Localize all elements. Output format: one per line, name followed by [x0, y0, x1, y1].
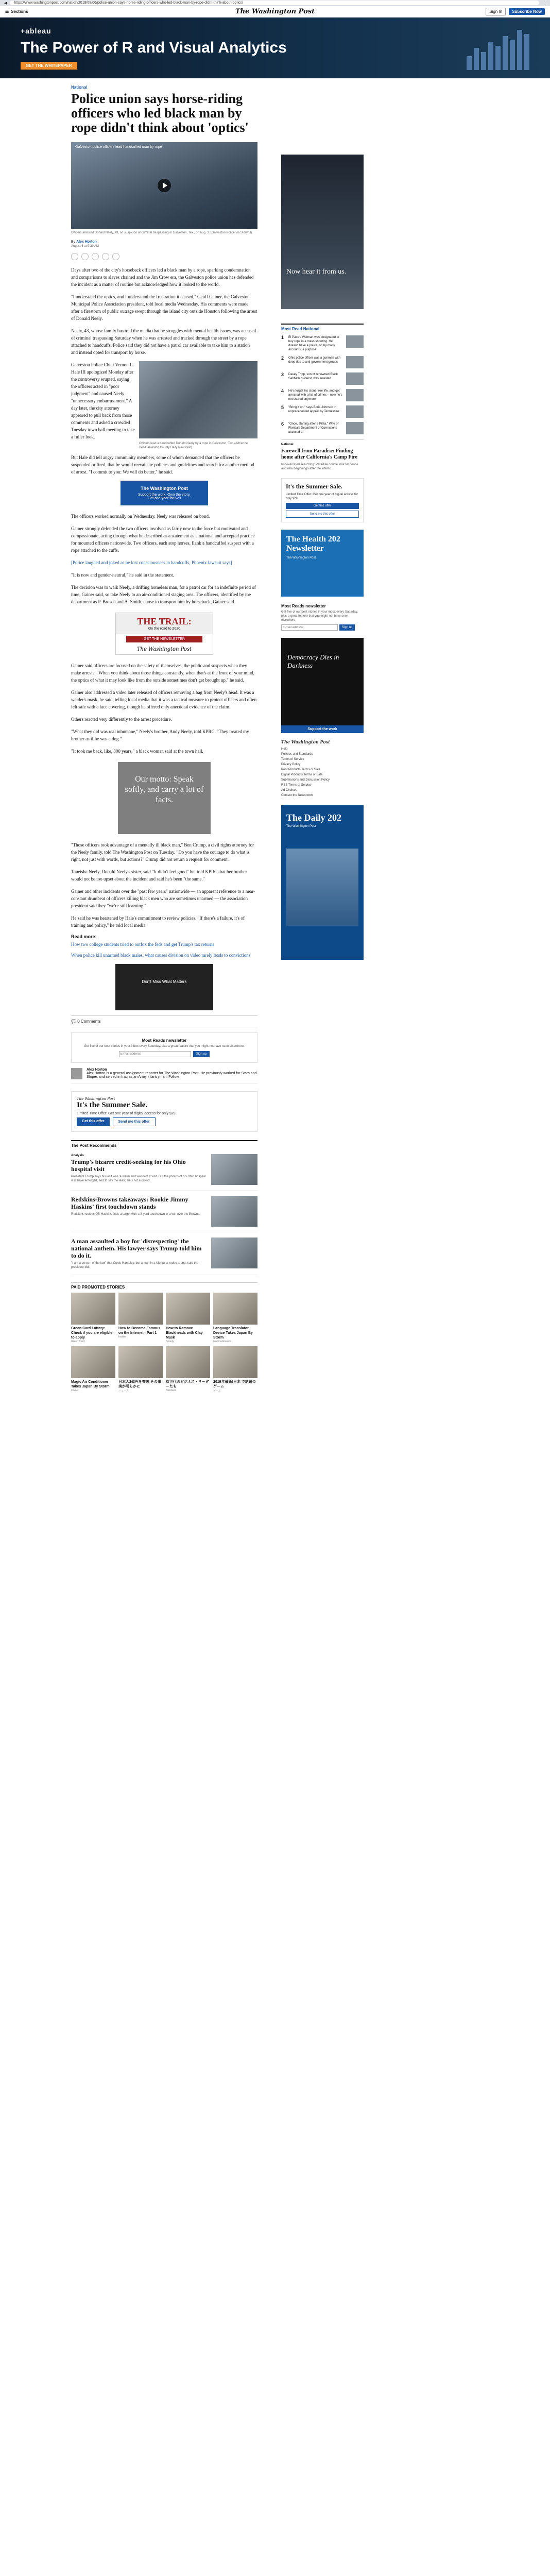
paragraph: Gainer and other incidents over the "past few years" nationwide — an apparent reference to a near-constant drumbeat of officers killing black men who are sometimes unarmed — the association president said they "we're still learning.": [71, 889, 255, 908]
paragraph: The officers worked normally on Wednesday. Neely was released on bond.: [71, 514, 210, 519]
health-title: The Health 202 Newsletter: [286, 535, 340, 553]
paid-story[interactable]: Green Card Lottery: Check if you are eligible to apply Green Card: [71, 1293, 115, 1343]
ad-bar: [495, 46, 501, 70]
latest-title[interactable]: Farewell from Paradise: Finding home after California's Camp Fire: [281, 448, 357, 460]
article-headline: Police union says horse-riding officers who led black man by rope didn't think about 'optics': [71, 91, 249, 135]
paragraph: Days after two of the city's horseback officers led a black man by a rope, sparking condemnation and comparisons to slaves chained and the Jim Crow era, the Galveston police union has defended the incident as a matter of routine but acknowledged how it looked to the world.: [71, 267, 254, 287]
ad-brand-logo: +ableau: [21, 27, 51, 35]
paragraph: "I understand the optics, and I understand the frustration it caused," Geoff Gainer, the Galveston Municipal Police Association president, told local media Wednesday. His comments were made after a firestorm of public outrage swept through the island city outside Houston following the arrest of Donald Neely.: [71, 294, 257, 321]
article-kicker[interactable]: National: [71, 85, 88, 90]
byline: [71, 240, 257, 244]
sign-in-button[interactable]: Sign In: [486, 8, 506, 15]
read-more-link[interactable]: When police kill unarmed black males, what causes division on video rarely leads to convictions: [71, 953, 251, 958]
trail-sub: On the road to 2020: [148, 627, 181, 631]
footer-link[interactable]: Help: [281, 748, 288, 751]
recommended-item[interactable]: [71, 1196, 257, 1232]
paid-story[interactable]: 日本人2億円を突破 その事実が明らかに ニュース: [118, 1346, 163, 1393]
paid-story[interactable]: 次世代のビジネス・リーダーたち Business: [166, 1346, 210, 1393]
recommended-item[interactable]: [71, 1154, 257, 1191]
rec-thumbnail[interactable]: [211, 1238, 257, 1268]
rail-newsletter: [281, 604, 364, 631]
ad-bar: [488, 42, 493, 70]
paragraph: Gainer strongly defended the two officers involved as fairly new to the force but motivated and compassionate, acting through what he described as a statement as a national and accepted practice for mounted officers nationwide. Two officers, each atop horses, flank a handcuffed suspect with a rope attached to the cuffs.: [71, 526, 255, 553]
publish-date: August 6 at 9:20 AM: [71, 245, 99, 248]
trail-newsletter-ad[interactable]: [115, 613, 213, 655]
trail-title: THE TRAIL:: [137, 616, 192, 626]
read-more-heading: Read more:: [71, 934, 97, 939]
comment-icon: 💬: [71, 1019, 76, 1024]
sections-label: Sections: [11, 9, 28, 14]
promo-text: Support the work. Own the story.: [138, 493, 191, 497]
footer-link[interactable]: Privacy Policy: [281, 763, 301, 766]
play-icon[interactable]: [158, 179, 171, 192]
ad-bar: [481, 52, 486, 70]
masthead-logo[interactable]: The Washington Post: [235, 8, 315, 15]
paragraph: He said he was heartened by Hale's commitment to review policies. "If there's a failure, it's of training and policy," he told local media.: [71, 916, 245, 928]
most-read-item[interactable]: 2 Ohio police officer was a gunman with deep ties to anti-government groups: [281, 356, 364, 368]
paid-story[interactable]: How to Become Famous on the Internet - Part 1 Insider: [118, 1293, 163, 1343]
comments-bar[interactable]: [71, 1015, 257, 1027]
most-read-item[interactable]: 6 "Once, starting after 8 Pista," Wife of Florida's Department of Corrections accused of: [281, 422, 364, 434]
most-read-thumbnail: [346, 356, 364, 368]
ad-bar: [510, 40, 515, 70]
most-read-item[interactable]: 3 Davey Tripp, son of renowned Black Sabbath guitarist, was arrested: [281, 372, 364, 385]
rec-title[interactable]: Redskins-Browns takeaways: Rookie Jimmy Haskins' first touchdown stands: [71, 1196, 188, 1210]
latest-kicker: National: [281, 443, 294, 446]
email-icon[interactable]: [92, 253, 99, 260]
paragraph: Gainer also addressed a video later released of officers removing a bag from Neely's head. It was a welder's mask, he said, telling local media that it was a tactical measure to protect officers and often felt safe with a face covering, though he offered only anecdotal evidence of the claim.: [71, 690, 257, 709]
most-read-item[interactable]: 4 He's forget his stone-free life, and got arrested with a list of crimes – now he's not scared anymore: [281, 389, 364, 401]
footer-link[interactable]: Terms of Service: [281, 758, 304, 761]
comment-icon[interactable]: [102, 253, 109, 260]
byline-prefix: By: [71, 240, 76, 244]
rec-kicker: Analysis: [71, 1154, 84, 1157]
paragraph: Others reacted very differently to the arrest procedure.: [71, 717, 172, 722]
paragraph: Gainer said officers are focused on the safety of themselves, the public and suspects when they make arrests. "When you think about those things constantly, when that's at the front of your mind, the optics of what it may look like from the outside sometimes don't get brought up," he said.: [71, 663, 254, 683]
email-field[interactable]: [281, 624, 338, 631]
paragraph: Neely, 43, whose family has told the media that he struggles with mental health issues, was accused of criminal trespassing Saturday when he was arrested and tracked through the street by a rope attached to handcuffs. Police said they did not have a patrol car available to take him to a station and instead opted for transport by horse.: [71, 328, 256, 355]
daily-ad-photo: [286, 849, 358, 926]
paid-story-image[interactable]: [118, 1346, 163, 1378]
paragraph: Taneisha Neely, Donald Neely's sister, said "It didn't feel good" but told KPRC that her brother would not be too upset about the incident and said he's been "the same.": [71, 869, 247, 882]
summer-title: It's the Summer Sale.: [77, 1101, 148, 1109]
paragraph: Galveston Police Chief Vernon L. Hale III apologized Monday after the controversy erupted, saying the officers acted in "poor judgment" and caused Neely "unnecessary embarrassment." A day later, the city attorney appeared to pull back from those comments and asked a crowded Tuesday town hall meeting to take a fuller look.: [71, 362, 135, 439]
get-offer-button[interactable]: Get this offer: [77, 1117, 110, 1126]
most-read-thumbnail: [346, 335, 364, 348]
comments-count: 0: [77, 1019, 80, 1024]
email-field[interactable]: [119, 1051, 191, 1057]
ad-bar: [474, 48, 479, 70]
menu-icon[interactable]: ⋮: [542, 1, 546, 5]
summer-sale-box: [71, 1091, 257, 1132]
author-bio: [71, 1068, 257, 1084]
paid-story[interactable]: 2019年最新!日本 で話題のゲーム ゲーム: [213, 1346, 257, 1393]
most-reads-newsletter: [71, 1032, 257, 1063]
paid-story-image[interactable]: [71, 1293, 115, 1325]
summer-sub: Limited Time Offer: Get one year of digital access for only $29.: [77, 1112, 177, 1115]
browser-toolbar: [0, 0, 550, 6]
daily-title: The Daily 202: [286, 812, 342, 823]
rail-get-offer-button[interactable]: Get this offer: [286, 503, 359, 509]
footer-link[interactable]: Contact the Newsroom: [281, 794, 313, 797]
author-description: Alex Horton is a general assignment reporter for The Washington Post. He previously worked for Stars and Stripes and served in Iraq as an Army infantryman. Follow: [87, 1072, 257, 1079]
paid-story-image[interactable]: [71, 1346, 115, 1378]
motto-ad[interactable]: Our motto: Speak softly, and carry a lot of facts.: [118, 762, 211, 834]
summer-brand: The Washington Post: [77, 1097, 115, 1101]
paragraph: "It is now and gender-neutral," he said in the statement.: [71, 572, 174, 578]
most-read-heading: Most Read National: [281, 324, 364, 331]
hamburger-icon: ☰: [5, 9, 9, 14]
health-202-ad[interactable]: [281, 530, 364, 597]
most-read-thumbnail: [346, 405, 364, 418]
ad-bar-graphic: [467, 30, 529, 70]
paid-stories-grid: [71, 1293, 257, 1393]
paid-story-image[interactable]: [166, 1293, 210, 1325]
rail-summer-sub: Limited Time Offer: Get one year of digital access for only $29.: [286, 493, 358, 500]
facebook-icon[interactable]: [71, 253, 78, 260]
rail-ad[interactable]: Now hear it from us.: [281, 155, 364, 309]
daily-brand: The Washington Post: [286, 825, 316, 828]
rec-thumbnail[interactable]: [211, 1196, 257, 1227]
signup-button[interactable]: Sign up: [193, 1051, 210, 1057]
avatar: [71, 1068, 82, 1079]
article: [71, 85, 257, 1393]
comments-label: Comments: [80, 1019, 101, 1024]
ad-cta-button[interactable]: GET THE WHITEPAPER: [21, 62, 77, 70]
rail-summer-sale: [281, 478, 364, 522]
rec-title[interactable]: A man assaulted a boy for 'disrespecting' the national anthem. His lawyer says Trump told him to do it.: [71, 1238, 202, 1259]
site-nav: [0, 6, 550, 18]
paid-story[interactable]: Language Translator Device Takes Japan By Storm Muama Enence: [213, 1293, 257, 1343]
sections-menu[interactable]: [5, 9, 28, 14]
promo-title: The Washington Post: [141, 486, 188, 491]
ad-bar: [524, 34, 529, 70]
rec-desc: Redskins rookies QB Haskins finds a target with a 3-yard touchdown in a win over the Browns.: [71, 1213, 200, 1216]
rec-thumbnail[interactable]: [211, 1154, 257, 1185]
newsletter-title: Most Reads newsletter: [142, 1038, 187, 1043]
paid-story-image[interactable]: [118, 1293, 163, 1325]
footer-link[interactable]: Submissions and Discussion Policy: [281, 778, 330, 782]
latest-desc: Impoverished searching: Paradise couple look for peace and new beginnings after the inferno.: [281, 463, 358, 470]
footer-link[interactable]: Print Products Terms of Sale: [281, 768, 320, 771]
share-tools: [71, 253, 257, 260]
most-read-thumbnail: [346, 372, 364, 385]
paragraph: The decision was to walk Neely, a drifting homeless man, for a patrol car for an indefinite period of time, Gainer said, so take Neely to an air-conditioned staging area. The officers, identified by the department as P. Brosch and A. Smith, chose to transport him by horseback, Gainer said.: [71, 585, 256, 604]
ad-bar: [503, 36, 508, 70]
democracy-ad[interactable]: Democracy Dies in Darkness: [281, 638, 364, 725]
latest-story[interactable]: [281, 439, 364, 471]
footer-link[interactable]: Ad Choices: [281, 789, 297, 792]
promo-sub: Get one year for $29: [147, 497, 181, 500]
paid-story-image[interactable]: [213, 1293, 257, 1325]
related-link[interactable]: [Police laughed and joked as he lost consciousness in handcuffs, Phoenix lawsuit says]: [71, 560, 232, 565]
trail-signup-button[interactable]: GET THE NEWSLETTER: [126, 636, 202, 642]
photo-caption: Officers lead a handcuffed Donald Neely by a rope in Galveston, Tex. (Adrienne Bell/Galveston County Daily News/AP): [139, 442, 248, 449]
ad-bar: [467, 56, 472, 70]
newsletter-desc: Get five of our best stories in your inbox every Saturday, plus a great feature that you might not have seen elsewhere.: [84, 1045, 245, 1048]
paid-story[interactable]: How to Remove Blackheads with Clay Mask Beauty: [166, 1293, 210, 1343]
health-brand: The Washington Post: [286, 556, 316, 560]
rec-title[interactable]: Trump's bizarre credit-seeking for his Ohio hospital visit: [71, 1158, 186, 1173]
support-button[interactable]: Support the work: [281, 725, 364, 733]
send-offer-button[interactable]: Send me this offer: [113, 1117, 156, 1126]
paragraph: "What they did was real inhumane," Neely's brother, Andy Neely, told KPRC. "They treated my brother as if he was a dog.": [71, 729, 249, 741]
rail-send-offer-button[interactable]: Send me this offer: [286, 511, 359, 518]
paid-story-image[interactable]: [166, 1346, 210, 1378]
video-title: Galveston police officers lead handcuffed man by rope: [75, 145, 162, 149]
footer-links: [281, 739, 364, 798]
most-read-thumbnail: [346, 389, 364, 401]
subscribe-button[interactable]: Subscribe Now: [509, 8, 545, 15]
most-read-thumbnail: [346, 422, 364, 434]
author-link[interactable]: Alex Horton: [76, 240, 97, 244]
recommended-item[interactable]: [71, 1238, 257, 1275]
address-bar[interactable]: https://www.washingtonpost.com/nation/2019/08/06/police-union-says-horse-riding-officers-who-led-black-man-by-rope-didnt-think-about-optics/: [10, 1, 539, 5]
author-name[interactable]: Alex Horton: [87, 1068, 107, 1072]
footer-link[interactable]: Digital Products Terms of Sale: [281, 773, 323, 776]
footer-link[interactable]: RSS Terms of Service: [281, 784, 312, 787]
video-caption: Officers arrested Donald Neely, 43, on suspicion of criminal trespassing in Galveston, Tex., on Aug. 3. (Galveston Police via Storyful): [71, 231, 252, 234]
paragraph: "Those officers took advantage of a mentally ill black man," Ben Crump, a civil rights attorney for the Neely family, told The Washington Post on Tuesday. "Do you have the courage to do what is right, not just with words, but actions?" Crump did not return a request for comment.: [71, 842, 254, 862]
footer-link[interactable]: Policies and Standards: [281, 753, 313, 756]
banner-ad[interactable]: [0, 18, 550, 78]
paragraph: "It took me back, like, 300 years," a black woman said at the town hall.: [71, 749, 203, 754]
twitter-icon[interactable]: [81, 253, 89, 260]
back-icon[interactable]: ◀: [4, 1, 7, 5]
subscription-promo[interactable]: [121, 481, 208, 505]
inline-ad[interactable]: Don't Miss What Matters: [115, 964, 213, 1010]
rail-summer-title: It's the Summer Sale.: [286, 483, 342, 490]
paid-story-image[interactable]: [213, 1346, 257, 1378]
ad-bar: [517, 30, 522, 70]
paid-stories-heading: PAID PROMOTED STORIES: [71, 1282, 257, 1290]
trail-brand: The Washington Post: [136, 647, 192, 652]
daily-202-ad[interactable]: [281, 805, 364, 960]
rec-desc: President Trump says his visit was 'a warm and wonderful' visit. But the photos of his Ohio hospital visit have emerged, and to say the least, he's not a crowd.: [71, 1175, 206, 1182]
video-player[interactable]: [71, 142, 257, 229]
right-rail: [281, 155, 364, 960]
most-read-item[interactable]: 1 El Paso's Walmart was designated to buy rope in a mass shooting. He doesn't have a police, or, by many accounts, a purpose: [281, 335, 364, 352]
rail-newsletter-desc: Get five of our best stories in your inbox every Saturday, plus a great feature that you might not have seen elsewhere.: [281, 611, 358, 622]
bookmark-icon[interactable]: [112, 253, 119, 260]
rec-desc: "I am a person of the law" that Curtis Hampley, but a man in a Montana rodeo arena, said the president did.: [71, 1262, 198, 1269]
recommends-heading: The Post Recommends: [71, 1140, 257, 1148]
rail-newsletter-title: Most Reads newsletter: [281, 604, 326, 608]
most-read-item[interactable]: 5 "Bring it on," says Boris Johnson in unprecedented appeal by Tennessee: [281, 405, 364, 418]
ad-headline: The Power of R and Visual Analytics: [21, 39, 287, 56]
footer-brand: The Washington Post: [281, 739, 330, 744]
inline-photo[interactable]: [139, 361, 257, 438]
read-more-link[interactable]: How two college students tried to outfox the feds and get Trump's tax returns: [71, 942, 214, 947]
paragraph: But Hale did tell angry community members, some of whom demanded that the officers be suspended or fired, that he would reevaluate policies and guidelines and search for another method of arrest. "I commit to you: We will do better," he said.: [71, 455, 254, 474]
paid-story[interactable]: Magic Air Conditioner Takes Japan By Storm Cooler: [71, 1346, 115, 1393]
signup-button[interactable]: Sign up: [339, 624, 355, 631]
